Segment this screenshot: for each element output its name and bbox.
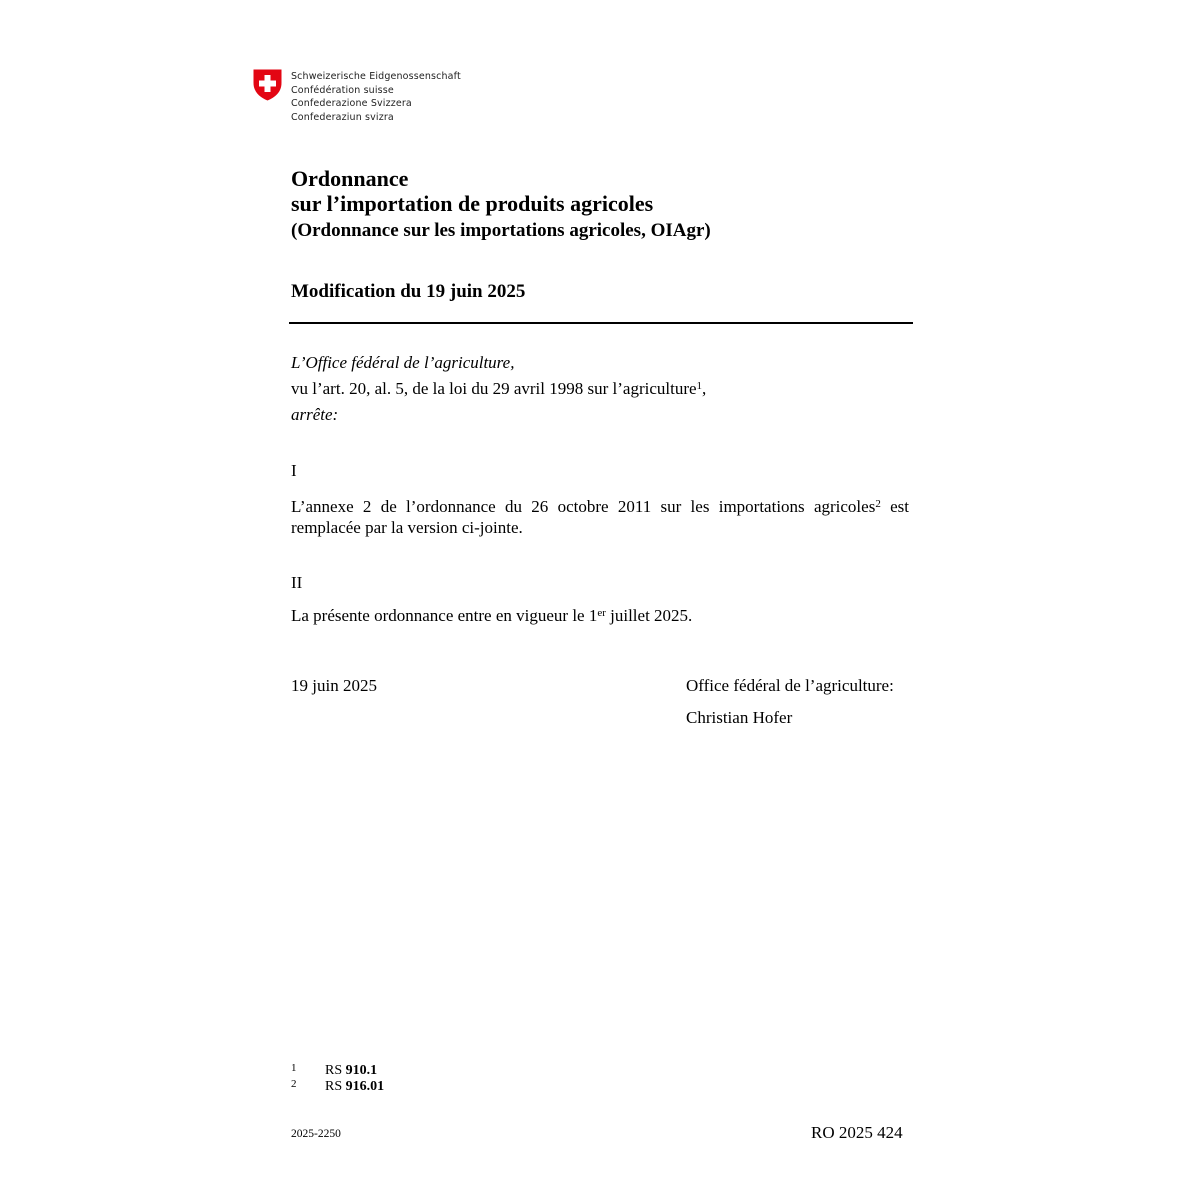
footnote-text-2 [325, 1079, 384, 1095]
section-2-text-b: juillet 2025. [605, 606, 693, 625]
title-line-1: Ordonnance [291, 166, 409, 191]
preamble-basis-text: vu l’art. 20, al. 5, de la loi du 29 avril 1998 sur l’agriculture [291, 379, 697, 398]
signature-date: 19 juin 2025 [291, 676, 377, 695]
ro-reference: RO 2025 424 [811, 1123, 903, 1142]
section-2-text [291, 606, 692, 626]
ordinal-suffix: er [597, 607, 606, 619]
document-title [291, 166, 711, 246]
footnote-text-1 [325, 1063, 377, 1079]
signature-office: Office fédéral de l’agriculture: [686, 676, 894, 695]
title-line-2: sur l’importation de produits agricoles [291, 191, 654, 216]
section-2-heading: II [291, 573, 303, 592]
section-1-text-b: est remplacée par la version ci-jointe. [291, 497, 910, 537]
federation-names [291, 70, 461, 124]
preamble-basis [291, 379, 706, 399]
title-divider [289, 322, 913, 324]
section-1-text-a: L’annexe 2 de l’ordonnance du 26 octobre 2011 sur les importations agricoles [291, 497, 876, 516]
modification-date: Modification du 19 juin 2025 [291, 281, 526, 302]
footnote-ref-text-2: 916.01 [345, 1079, 385, 1094]
section-1-heading: I [291, 461, 297, 480]
footnote-ref-text-1: 910.1 [345, 1063, 378, 1078]
title-line-3: (Ordonnance sur les importations agricoles, OIAgr) [291, 220, 711, 241]
section-2-text-a: La présente ordonnance entre en vigueur le 1 [291, 606, 598, 625]
signature-name: Christian Hofer [686, 708, 793, 727]
footnote-number-1: 1 [291, 1062, 297, 1074]
federation-name-de: Schweizerische Eidgenossenschaft [291, 71, 461, 82]
preamble-authority: L’Office fédéral de l’agriculture, [291, 353, 515, 372]
preamble-decree: arrête: [291, 405, 339, 424]
footnote-number-2: 2 [291, 1078, 297, 1090]
footnote-prefix-1: RS [325, 1063, 346, 1078]
section-1-text [291, 496, 909, 538]
federation-name-it: Confederazione Svizzera [291, 98, 412, 110]
preamble-basis-end: , [702, 379, 707, 398]
footnote-ref-2[interactable]: 2 [875, 498, 881, 510]
swiss-cross-shield-icon [253, 69, 282, 101]
federation-name-rm: Confederaziun svizra [291, 111, 394, 123]
footnote-prefix-2: RS [325, 1079, 346, 1094]
footnote-ref-1[interactable]: 1 [696, 380, 703, 392]
document-number: 2025-2250 [291, 1128, 341, 1140]
federation-name-fr: Confédération suisse [291, 84, 394, 96]
